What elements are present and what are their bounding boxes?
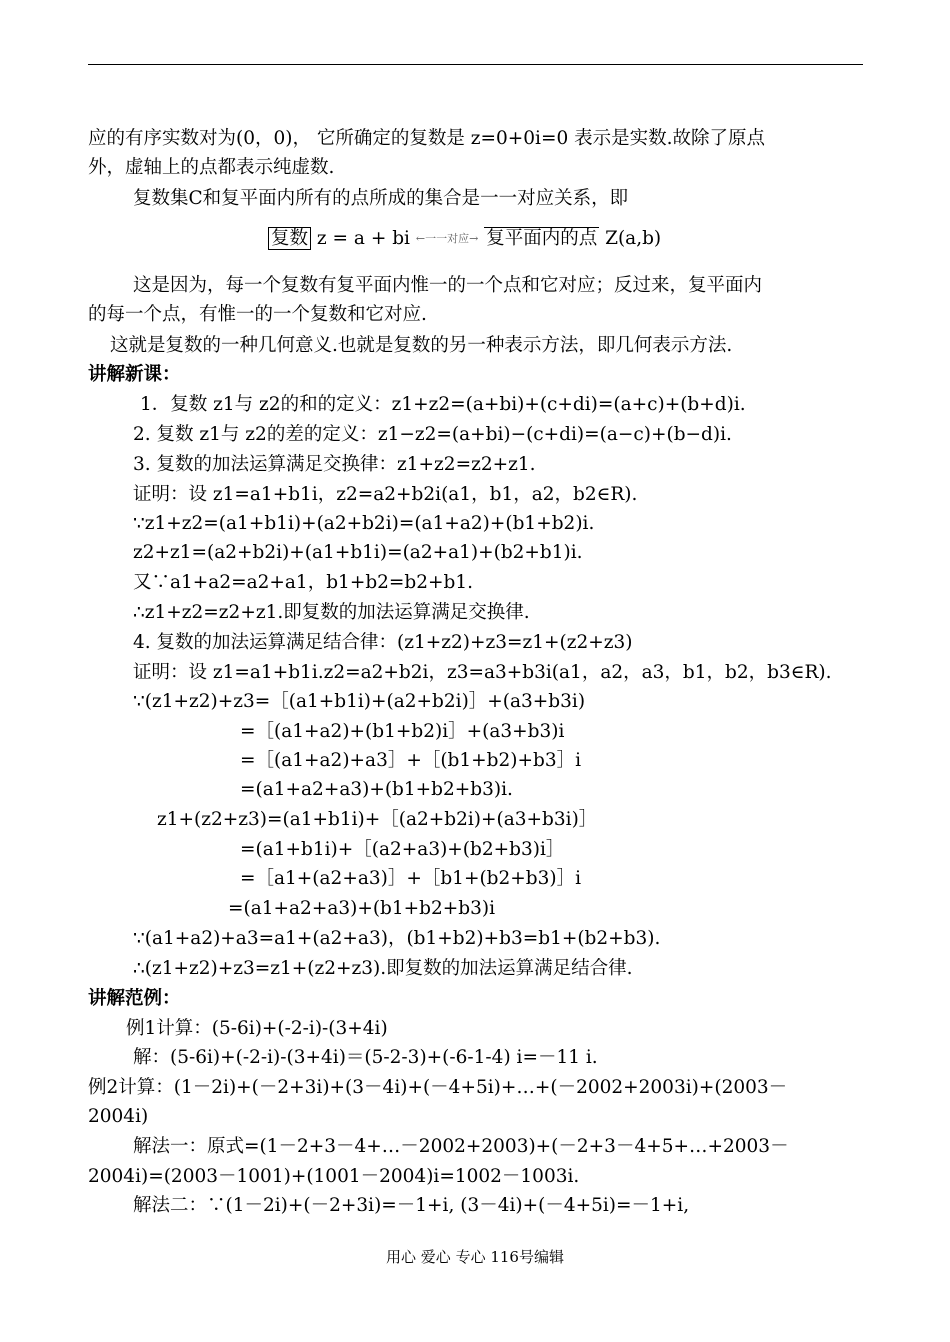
text-line: z2+z1=(a2+b2i)+(a1+b1i)=(a2+a1)+(b2+b1)i. xyxy=(133,542,583,563)
point-expression: Z(a,b) xyxy=(605,228,662,249)
complex-expression: z = a + bi xyxy=(316,228,410,249)
section-heading: 讲解新课： xyxy=(88,364,181,385)
text-line: 解法一：原式=(1－2+3－4+…－2002+2003)+(－2+3－4+5+…+2003－ xyxy=(133,1136,789,1157)
text-line: 2004i) xyxy=(88,1106,149,1127)
text-line: ∵(a1+a2)+a3=a1+(a2+a3)，(b1+b2)+b3=b1+(b2+b3). xyxy=(133,928,661,949)
text-line: =(a1+a2+a3)+(b1+b2+b3)i. xyxy=(240,779,513,800)
text-line: 证明：设 z1=a1+b1i，z2=a2+b2i(a1，b1，a2，b2∈R). xyxy=(133,484,638,505)
text-line: 复数集C和复平面内所有的点所成的集合是一一对应关系，即 xyxy=(133,188,629,209)
text-line: 4. 复数的加法运算满足结合律：(z1+z2)+z3=z1+(z2+z3) xyxy=(133,632,633,653)
correspondence-formula xyxy=(268,224,661,254)
text-line: 外，虚轴上的点都表示纯虚数. xyxy=(88,157,335,178)
text-line: 2. 复数 z1与 z2的差的定义：z1−z2=(a+bi)−(c+di)=(a−c)+(b−d)i. xyxy=(133,424,732,445)
complex-number-box: 复数 xyxy=(268,227,311,250)
text-line: ∴(z1+z2)+z3=z1+(z2+z3).即复数的加法运算满足结合律. xyxy=(133,958,633,979)
text-line: 这就是复数的一种几何意义.也就是复数的另一种表示方法，即几何表示方法. xyxy=(110,335,733,356)
text-line: =(a1+b1i)+［(a2+a3)+(b2+b3)i］ xyxy=(240,839,565,860)
text-line: ∵(z1+z2)+z3=［(a1+b1i)+(a2+b2i)］+(a3+b3i) xyxy=(133,691,586,712)
plane-point-box: 复平面内的点 xyxy=(486,228,598,249)
text-line: =［(a1+a2)+(b1+b2)i］+(a3+b3)i xyxy=(240,721,565,742)
text-line: =［a1+(a2+a3)］+［b1+(b2+b3)］i xyxy=(240,868,582,889)
text-line: ∵z1+z2=(a1+b1i)+(a2+b2i)=(a1+a2)+(b1+b2)i. xyxy=(133,513,595,534)
text-line: ∴z1+z2=z2+z1.即复数的加法运算满足交换律. xyxy=(133,602,530,623)
text-line: z1+(z2+z3)=(a1+b1i)+［(a2+b2i)+(a3+b3i)］ xyxy=(157,809,598,830)
text-line: 解法二：∵(1－2i)+(－2+3i)=－1+i, (3－4i)+(－4+5i)=－1+i, xyxy=(133,1195,690,1216)
text-line: 这是因为，每一个复数有复平面内惟一的一个点和它对应；反过来，复平面内 xyxy=(133,275,763,296)
correspondence-arrow: ←一一对应→ xyxy=(415,232,479,245)
text-line: 又∵a1+a2=a2+a1，b1+b2=b2+b1. xyxy=(133,572,474,593)
page-footer: 用心 爱心 专心 116号编辑 xyxy=(386,1248,564,1266)
text-line: 证明：设 z1=a1+b1i.z2=a2+b2i，z3=a3+b3i(a1，a2，a3，b1，b2，b3∈R). xyxy=(133,662,832,683)
text-line: 解：(5-6i)+(-2-i)-(3+4i)＝(5-2-3)+(-6-1-4) i=－11 i. xyxy=(133,1047,598,1068)
text-line: 例1计算：(5-6i)+(-2-i)-(3+4i) xyxy=(126,1018,388,1039)
header-rule xyxy=(88,64,863,65)
text-line: =［(a1+a2)+a3］+［(b1+b2)+b3］i xyxy=(240,750,582,771)
text-line: 2004i)=(2003－1001)+(1001－2004)i=1002－1003i. xyxy=(88,1166,580,1187)
text-line: =(a1+a2+a3)+(b1+b2+b3)i xyxy=(228,898,496,919)
text-line: 例2计算：(1－2i)+(－2+3i)+(3－4i)+(－4+5i)+…+(－2002+2003i)+(2003－ xyxy=(88,1077,788,1098)
text-line: 的每一个点，有惟一的一个复数和它对应. xyxy=(88,304,427,325)
text-line: 3. 复数的加法运算满足交换律：z1+z2=z2+z1. xyxy=(133,454,536,475)
text-line: 应的有序实数对为(0，0)， 它所确定的复数是 z=0+0i=0 表示是实数.故除了原点 xyxy=(88,128,765,149)
text-line: 1．复数 z1与 z2的和的定义：z1+z2=(a+bi)+(c+di)=(a+c)+(b+d)i. xyxy=(140,394,746,415)
section-heading: 讲解范例： xyxy=(88,988,181,1009)
